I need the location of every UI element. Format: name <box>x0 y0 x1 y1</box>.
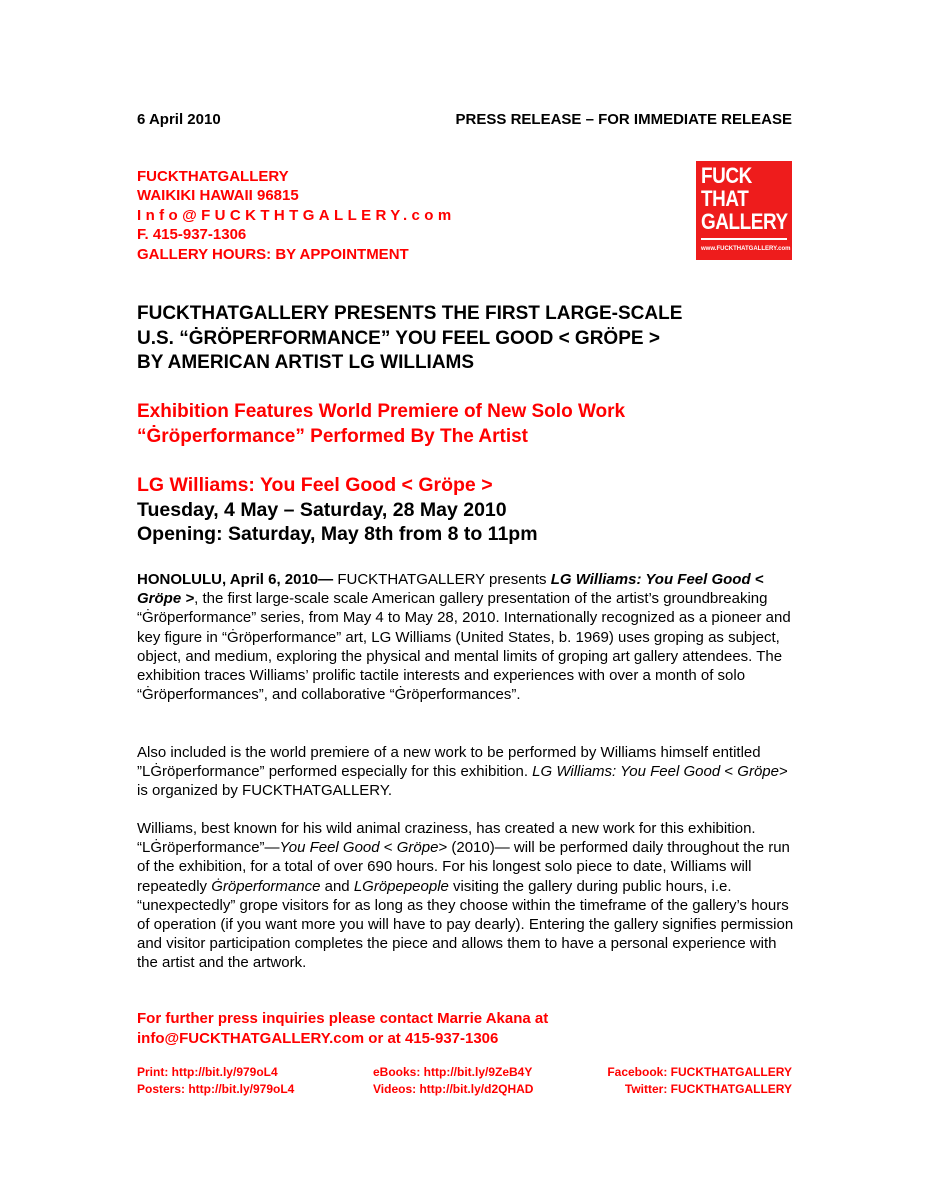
twitter-link[interactable]: Twitter: FUCKTHATGALLERY <box>624 1081 792 1096</box>
gallery-hours: GALLERY HOURS: BY APPOINTMENT <box>137 245 409 263</box>
headline <box>137 302 682 376</box>
ebooks-link[interactable]: eBooks: http://bit.ly/9ZeB4Y <box>373 1065 533 1079</box>
body-paragraph-3 <box>137 819 797 973</box>
videos-link[interactable]: Videos: http://bit.ly/d2QHAD <box>373 1081 534 1096</box>
p3-work-title: You Feel Good <box>279 839 380 857</box>
gallery-name: FUCKTHATGALLERY <box>137 168 289 185</box>
release-date: 6 April 2010 <box>137 111 221 128</box>
p3-text-e: visiting the gallery during public hours, i.e. “unexpectedly” grope visitors for as long as they choose within the timeframe of the gallery’s hours of operation (if you want more you will have to pay dearly). Entering the gallery signifies permission and visitor participation completes the piece and allows them to have a personal experience with the artist and the artwork. <box>137 877 794 972</box>
headline-line-3: BY AMERICAN ARTIST LG WILLIAMS <box>137 352 475 373</box>
p2-text-a: Also included is the world premiere of a new work to be performed by Williams himself entitled ”LĠröperformance” performed especially for this exhibition. <box>137 744 761 781</box>
p3-text-c: > (2010)— will be performed daily throughout the run of the exhibition, for a total of over 690 hours. For his longest solo piece to date, Williams will repeatedly <box>137 839 790 895</box>
release-header <box>137 111 792 128</box>
body-paragraph-2 <box>137 743 797 801</box>
p3-grope: Gröpe <box>396 839 439 857</box>
links-column-3 <box>607 1064 792 1097</box>
logo-url: www.FUCKTHATGALLERY.com <box>701 246 791 252</box>
exhibition-info <box>137 473 538 547</box>
gallery-logo <box>696 161 792 260</box>
print-link[interactable]: Print: http://bit.ly/979oL4 <box>137 1065 278 1079</box>
logo-line-2: THAT <box>701 186 749 211</box>
subhead-line-2: “Ġröperformance” Performed By The Artist <box>137 426 528 447</box>
contact-block <box>137 167 456 264</box>
p2-text-c: > is organized by FUCKTHATGALLERY. <box>137 763 788 800</box>
gallery-address: WAIKIKI HAWAII 96815 <box>137 187 299 205</box>
p2-text-b: < <box>720 763 738 781</box>
p2-exhibition-title: LG Williams: You Feel Good <box>532 763 721 781</box>
subheadline <box>137 399 625 449</box>
p2-grope: Gröpe <box>737 763 779 781</box>
logo-line-1: FUCK <box>701 163 752 188</box>
gallery-phone: F. 415-937-1306 <box>137 226 247 244</box>
exhibition-opening: Opening: Saturday, May 8th from 8 to 11pm <box>137 523 538 545</box>
p1-exhibition-title: LG Williams: You Feel Good < Gröpe > <box>137 571 764 608</box>
links-column-2 <box>373 1064 533 1097</box>
logo-line-3: GALLERY <box>701 209 788 234</box>
body-paragraph-1 <box>137 570 797 704</box>
headline-line-1: FUCKTHATGALLERY PRESENTS THE FIRST LARGE-SCALE <box>137 303 683 324</box>
p3-text-d: and <box>320 877 354 895</box>
facebook-link[interactable]: Facebook: FUCKTHATGALLERY <box>607 1065 792 1079</box>
gallery-email[interactable]: Info@FUCKTHTGALLERY.com <box>137 206 456 224</box>
dateline: HONOLULU, April 6, 2010— <box>137 571 334 588</box>
p3-text-b: < <box>379 839 397 857</box>
headline-line-2: U.S. “ĠRÖPERFORMANCE” YOU FEEL GOOD < GRÖPE > <box>137 327 660 349</box>
exhibition-title: LG Williams: You Feel Good < Gröpe > <box>137 474 493 496</box>
posters-link[interactable]: Posters: http://bit.ly/979oL4 <box>137 1081 295 1096</box>
exhibition-dates: Tuesday, 4 May – Saturday, 28 May 2010 <box>137 498 507 521</box>
p1-text-b: , the first large-scale scale American gallery presentation of the artist’s groundbreaking “Ġröperformance” series, from May 4 to May 28, 2010. Internationally recognized as a pioneer and key figure in “Ġröperformance” art, LG Williams (United States, b. 1969) uses groping as subject, object, and medium, exploring the physical and mental limits of groping art gallery attendees. The exhibition traces Williams’ prolific tactile interests and experiences with over a month of solo “Ġröperformances”, and collaborative “Ġröperformances”. <box>137 590 791 704</box>
logo-divider <box>701 238 787 240</box>
inquiry-line-2[interactable]: info@FUCKTHATGALLERY.com or at 415-937-1306 <box>137 1029 499 1047</box>
press-inquiries <box>137 1009 548 1048</box>
inquiry-line-1: For further press inquiries please contact Marrie Akana at <box>137 1010 549 1027</box>
release-type: PRESS RELEASE – FOR IMMEDIATE RELEASE <box>455 111 792 128</box>
links-column-1 <box>137 1064 294 1097</box>
p1-text-a: FUCKTHATGALLERY presents <box>333 571 551 588</box>
p3-italic-1: Ġröperformance <box>211 877 321 895</box>
subhead-line-1: Exhibition Features World Premiere of New Solo Work <box>137 401 626 422</box>
logo-wordmark <box>701 164 788 233</box>
p3-text-a: Williams, best known for his wild animal craziness, has created a new work for this exhibition. “LĠröperformance”— <box>137 820 756 857</box>
p3-italic-2: LGröpepeople <box>353 877 449 895</box>
